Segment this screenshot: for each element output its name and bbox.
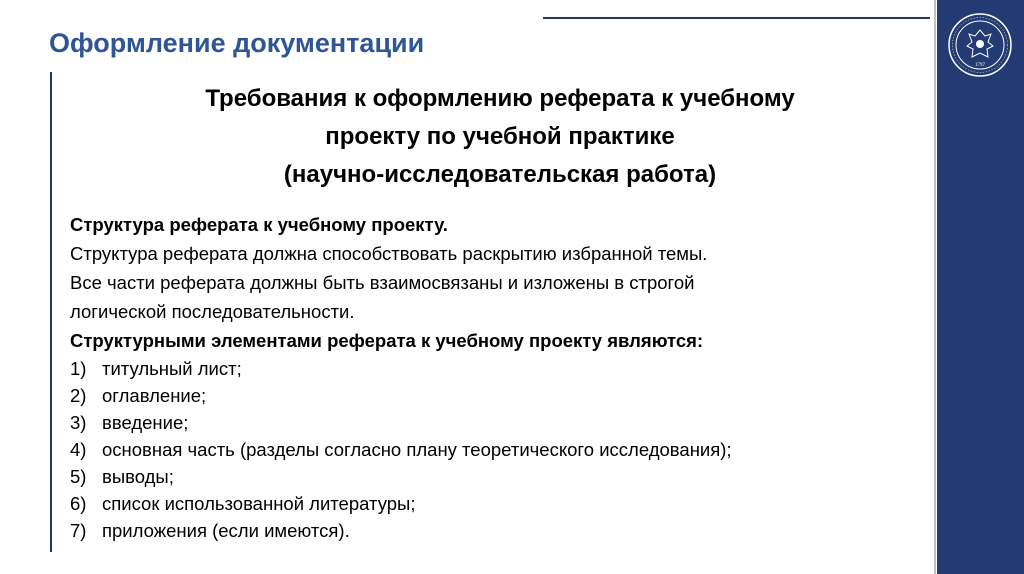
heading-line: проекту по учебной практике	[325, 123, 675, 150]
list-number: 7)	[70, 520, 87, 541]
list-item	[70, 517, 920, 544]
list-number: 6)	[70, 493, 87, 514]
list-text: титульный лист;	[102, 358, 242, 379]
paragraph-line: Все части реферата должны быть взаимосвязаны и изложены в строгой	[70, 272, 695, 293]
list-text: выводы;	[102, 466, 174, 487]
structure-title: Структура реферата к учебному проекту.	[70, 214, 448, 235]
slide-heading	[100, 80, 900, 194]
brand-sidebar	[937, 0, 1024, 574]
list-text: список использованной литературы;	[102, 493, 416, 514]
list-text: приложения (если имеются).	[102, 520, 350, 541]
paragraph-line: логической последовательности.	[70, 301, 355, 322]
list-item	[70, 409, 920, 436]
list-item	[70, 463, 920, 490]
list-number: 4)	[70, 439, 87, 460]
heading-line: Требования к оформлению реферата к учебному	[205, 85, 795, 112]
list-number: 3)	[70, 412, 87, 433]
slide-body	[70, 210, 920, 544]
list-item	[70, 382, 920, 409]
seal-year: 1797	[975, 63, 985, 68]
list-number: 2)	[70, 385, 87, 406]
left-divider	[50, 72, 52, 552]
top-divider	[543, 17, 930, 19]
paragraph-line: Структура реферата должна способствовать раскрытию избранной темы.	[70, 243, 708, 264]
list-text: введение;	[102, 412, 189, 433]
elements-list	[70, 355, 920, 544]
list-item	[70, 436, 920, 463]
list-number: 5)	[70, 466, 87, 487]
heading-line: (научно-исследовательская работа)	[283, 161, 717, 188]
slide-title: Оформление документации	[49, 28, 425, 58]
list-number: 1)	[70, 358, 87, 379]
list-item	[70, 355, 920, 382]
list-text: основная часть (разделы согласно плану теоретического исследования);	[102, 439, 732, 460]
university-seal-icon	[947, 12, 1013, 78]
list-item	[70, 490, 920, 517]
list-text: оглавление;	[102, 385, 207, 406]
sidebar-border	[934, 0, 936, 574]
elements-title: Структурными элементами реферата к учебному проекту являются:	[70, 330, 704, 351]
